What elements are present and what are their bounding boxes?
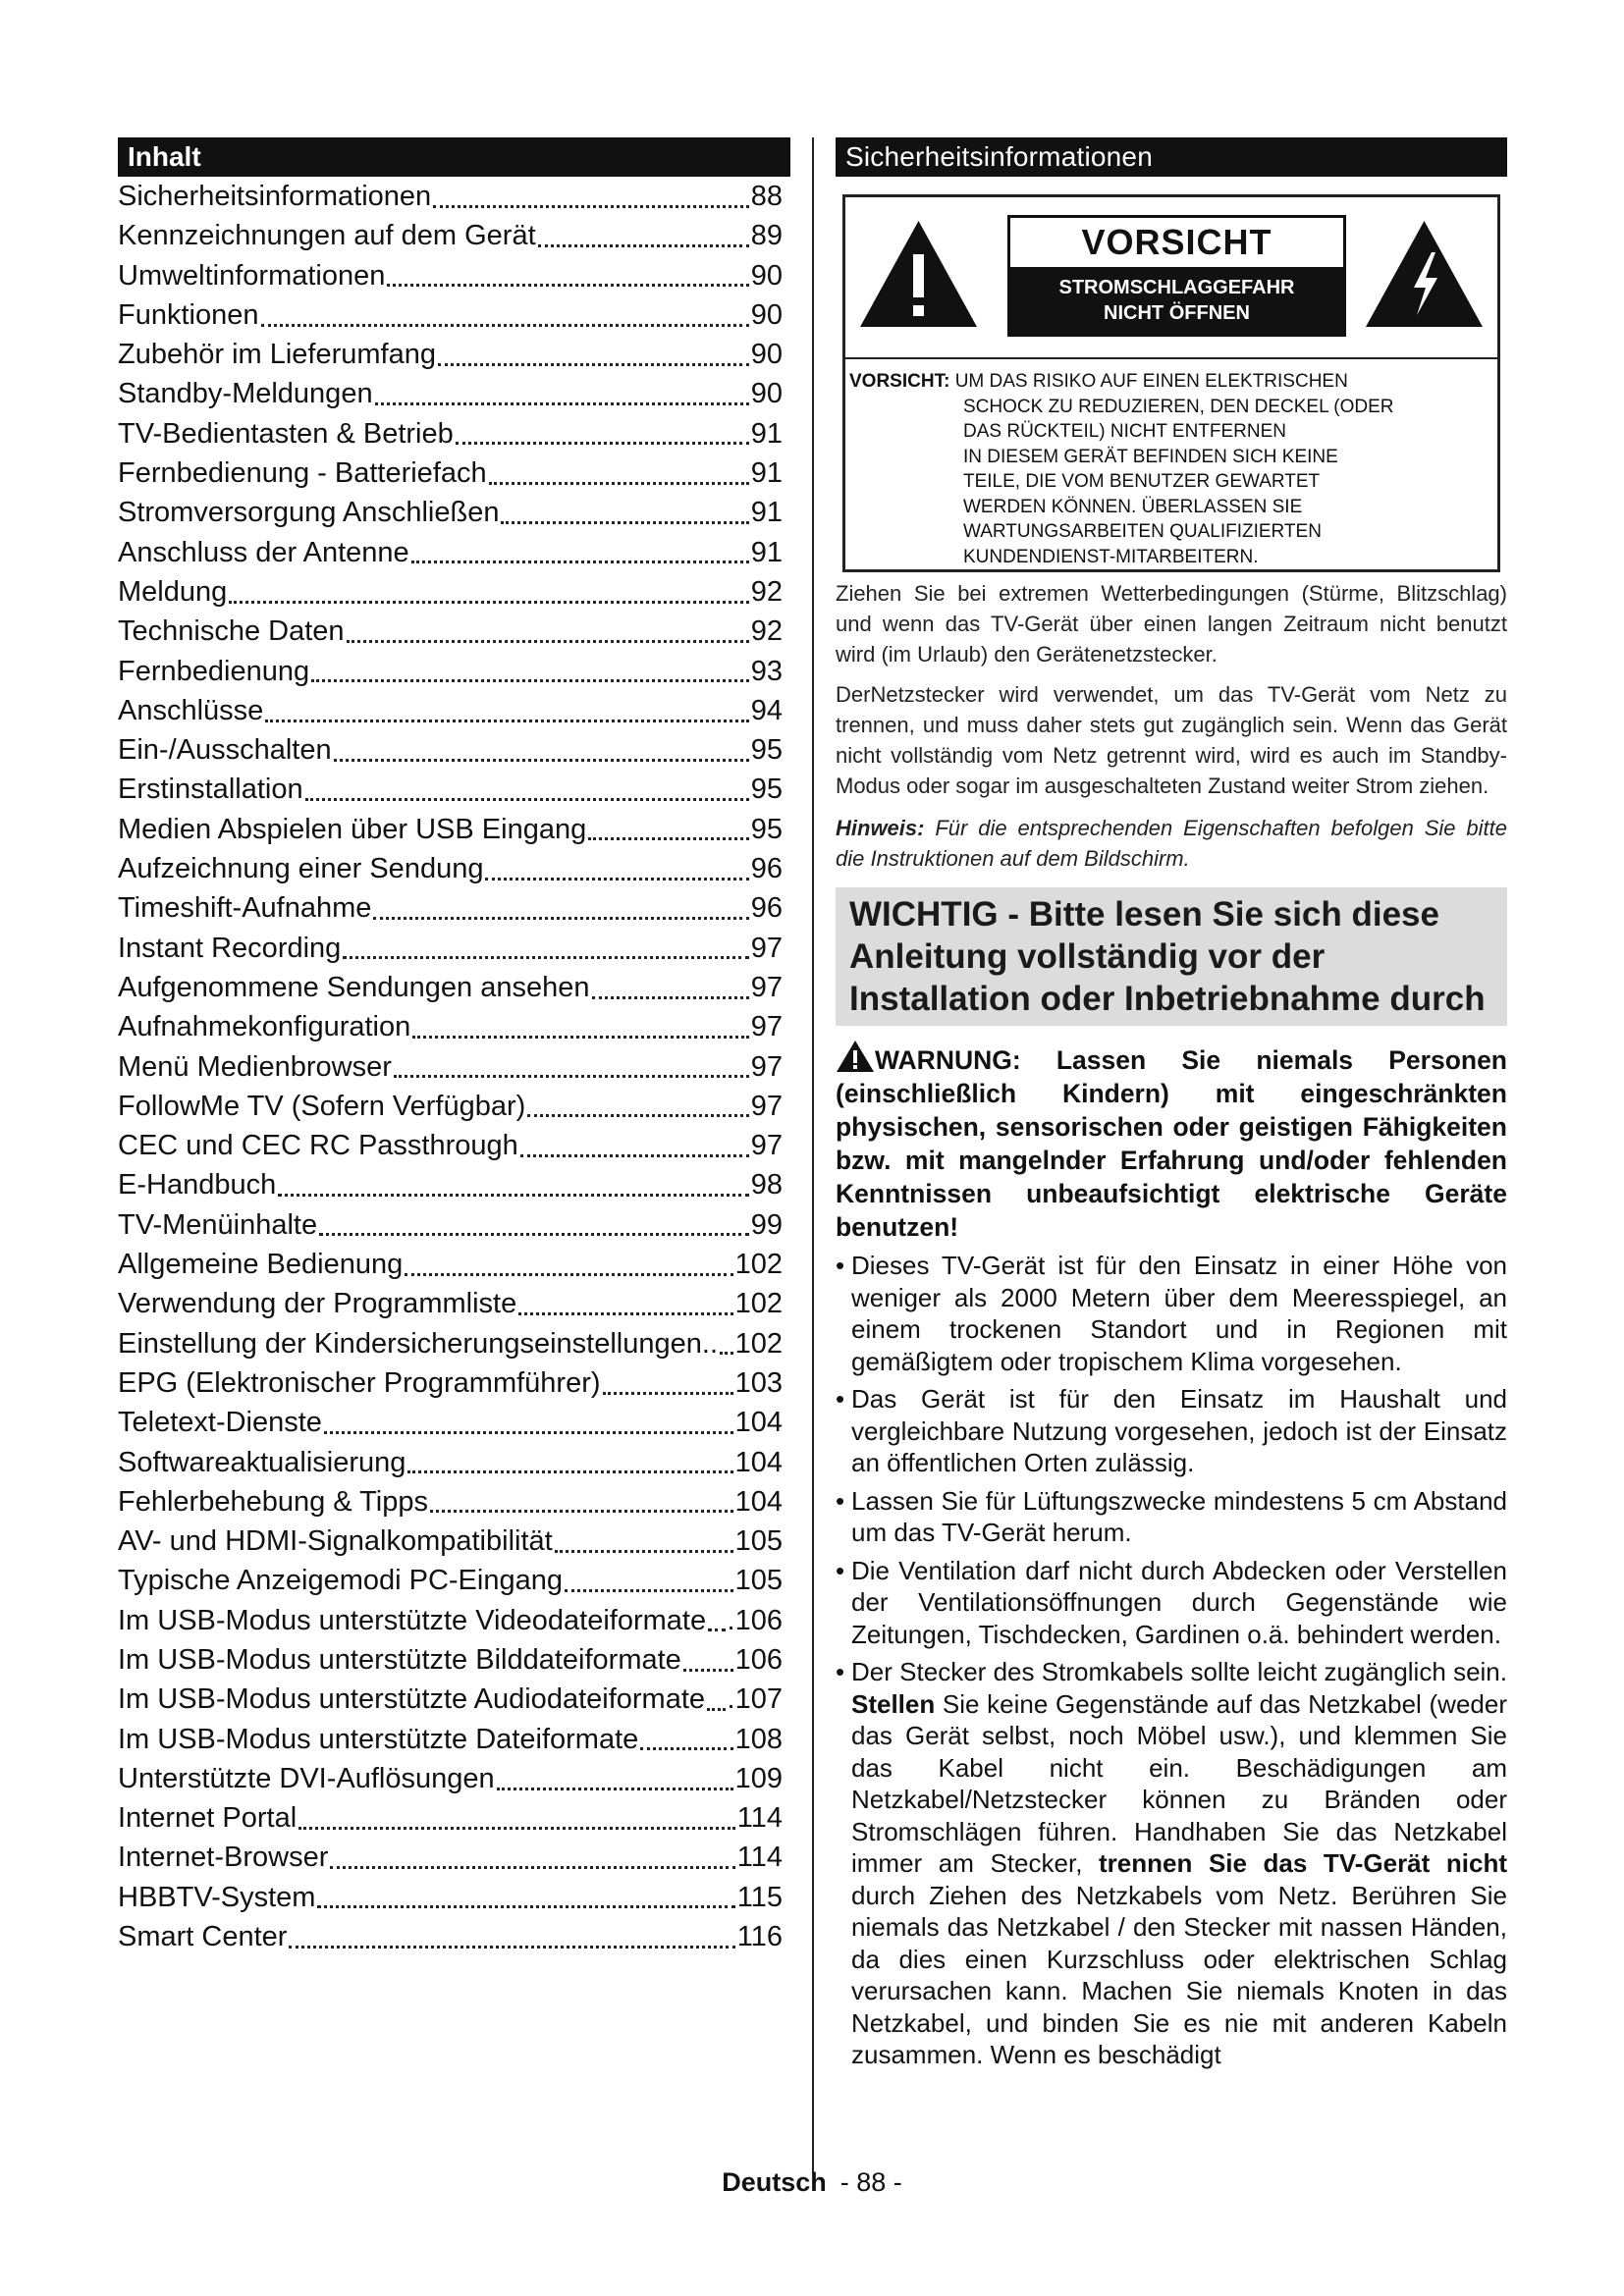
toc-entry-page: 91	[750, 497, 783, 529]
toc-entry-page: 102	[734, 1327, 783, 1360]
toc-entry-label: Aufzeichnung einer Sendung	[118, 853, 484, 885]
toc-entry[interactable]	[118, 177, 790, 216]
toc-entry[interactable]	[118, 888, 790, 928]
toc-entry[interactable]	[118, 1601, 790, 1640]
toc-leader-dots	[411, 561, 749, 563]
toc-entry-page: 106	[734, 1643, 783, 1676]
toc-leader-dots	[555, 1550, 733, 1553]
toc-entry[interactable]	[118, 454, 790, 493]
toc-entry-page: 103	[734, 1366, 783, 1399]
toc-leader-dots	[305, 798, 749, 801]
toc-leader-dots	[430, 1510, 733, 1513]
toc-entry[interactable]	[118, 929, 790, 968]
toc-entry[interactable]	[118, 770, 790, 809]
warning-text: WARNUNG: Lassen Sie niemals Personen (einschließlich Kindern) mit eingeschränkten physischen, sensorischen oder geistigen Fähigkeiten bzw. mit mangelnder Erfahrung und/oder fehlenden Kenntnissen unbeaufsichtigt elektrische Geräte benutzen!	[836, 1045, 1507, 1242]
toc-entry[interactable]	[118, 216, 790, 255]
toc-entry[interactable]	[118, 691, 790, 730]
toc-entry[interactable]	[118, 1759, 790, 1798]
toc-leader-dots	[497, 1788, 733, 1790]
toc-entry-label: Im USB-Modus unterstützte Audiodateiformate	[118, 1683, 706, 1716]
toc-entry-page: 92	[750, 575, 783, 608]
caution-box	[842, 194, 1500, 572]
toc-leader-dots	[412, 1036, 748, 1039]
toc-leader-dots	[324, 1431, 733, 1434]
toc-entry-label: Anschlüsse	[118, 694, 264, 726]
toc-leader-dots	[317, 1905, 734, 1908]
toc-entry-label: Sicherheitsinformationen	[118, 181, 432, 212]
toc-entry-label: Internet Portal	[118, 1802, 298, 1835]
list-item: • Die Ventilation darf nicht durch Abdecken oder Verstellen der Ventilationsöffnungen durch Gegenstände wie Zeitungen, Tischdecken, Gardinen o.ä. behindert werden.	[836, 1555, 1507, 1651]
caution-sub-line-2: NICHT ÖFFNEN	[1104, 302, 1250, 324]
toc-entry-page: 89	[750, 220, 783, 252]
toc-entry-page: 97	[750, 932, 783, 964]
toc-leader-dots	[708, 1629, 725, 1631]
toc-entry[interactable]	[118, 1284, 790, 1323]
toc-leader-dots	[456, 442, 749, 445]
toc-entry-label: Erstinstallation	[118, 774, 303, 806]
toc-leader-dots	[707, 1708, 726, 1711]
toc-entry-label: Fehlerbehebung & Tipps	[118, 1485, 428, 1518]
toc-entry[interactable]	[118, 1878, 790, 1917]
toc-entry[interactable]	[118, 612, 790, 651]
toc-entry-page: 95	[750, 734, 783, 767]
toc-entry-label: Zubehör im Lieferumfang	[118, 339, 436, 371]
toc-entry-label: Allgemeine Bedienung	[118, 1249, 404, 1281]
toc-entry-page: 90	[750, 339, 783, 371]
safety-section	[836, 137, 1507, 2077]
toc-entry-label: CEC und CEC RC Passthrough	[118, 1130, 518, 1162]
toc-entry-label: Aufnahmekonfiguration	[118, 1011, 411, 1043]
toc-leader-dots	[405, 1273, 732, 1276]
toc-entry-label: Fernbedienung	[118, 655, 310, 687]
toc-entry-page: 105	[734, 1525, 783, 1558]
toc-entry-label: Menü Medienbrowser	[118, 1050, 392, 1083]
toc-leader-dots	[347, 640, 749, 643]
toc-leader-dots	[489, 482, 749, 485]
toc-leader-dots	[538, 244, 749, 247]
footer-language: Deutsch	[722, 2167, 827, 2197]
toc-leader-dots	[720, 1352, 733, 1355]
toc-entry-label: Timeshift-Aufnahme	[118, 892, 372, 925]
toc-leader-dots	[588, 837, 749, 840]
toc-leader-dots	[683, 1669, 733, 1672]
toc-leader-dots	[334, 759, 749, 762]
note-text: Für die entsprechenden Eigenschaften befolgen Sie bitte die Instruktionen auf dem Bildschirm.	[836, 816, 1507, 871]
caution-line: TEILE, DIE VOM BENUTZER GEWARTET	[963, 471, 1321, 492]
toc-entry-label: Teletext-Dienste	[118, 1407, 322, 1439]
bullet5-text: Sie keine Gegenstände auf das Netzkabel (weder das Gerät selbst, noch Möbel usw.), und klemmen Sie das Kabel nicht ein. Beschädigungen am Netzkabel/Netzstecker können zu Bränden oder Stromschlägen führen. Handhaben Sie das Netzkabel immer am Stecker,	[851, 1688, 1507, 1878]
toc-entry[interactable]	[118, 1363, 790, 1403]
toc-leader-dots	[520, 1154, 749, 1157]
toc-leader-dots	[373, 917, 748, 920]
toc-entry-label: Einstellung der Kindersicherungseinstellungen..	[118, 1327, 718, 1360]
toc-entry[interactable]	[118, 1126, 790, 1165]
toc-entry-page: 98	[750, 1169, 783, 1201]
toc-entry[interactable]	[118, 1838, 790, 1877]
toc-entry[interactable]	[118, 1205, 790, 1245]
toc-entry-page: 90	[750, 378, 783, 410]
toc-leader-dots	[640, 1747, 732, 1750]
toc-entry-page: 115	[736, 1881, 783, 1913]
toc-leader-dots	[265, 720, 748, 722]
toc-entry[interactable]	[118, 1561, 790, 1600]
toc-entry[interactable]	[118, 730, 790, 770]
toc-entry-label: Verwendung der Programmliste	[118, 1288, 517, 1320]
caution-text	[845, 359, 1497, 569]
toc-entry-page: 104	[734, 1446, 783, 1478]
caution-line: KUNDENDIENST-MITARBEITERN.	[963, 546, 1259, 567]
bullet5-bold: Stellen	[851, 1688, 936, 1719]
list-item: • Das Gerät ist für den Einsatz im Haushalt und vergleichbare Nutzung vorgesehen, jedoch ist der Einsatz an öffentlichen Orten zulässig.	[836, 1383, 1507, 1479]
toc-entry-label: Stromversorgung Anschließen	[118, 497, 500, 529]
toc-leader-dots	[592, 996, 749, 999]
toc-entry-page: 114	[736, 1842, 783, 1874]
toc-entry[interactable]	[118, 256, 790, 295]
toc-entry[interactable]	[118, 1917, 790, 1956]
toc-entry-label: Medien Abspielen über USB Eingang	[118, 813, 587, 845]
toc-leader-dots	[343, 956, 748, 959]
toc-entry[interactable]	[118, 849, 790, 888]
page-footer	[0, 2167, 1624, 2198]
toc-entry-label: TV-Menüinhalte	[118, 1208, 318, 1241]
toc-entry-label: Kennzeichnungen auf dem Gerät	[118, 220, 536, 252]
toc-entry-page: 109	[734, 1762, 783, 1794]
toc-list	[118, 177, 790, 1956]
toc-leader-dots	[330, 1866, 734, 1869]
list-item: • Dieses TV-Gerät ist für den Einsatz in einer Höhe von weniger als 2000 Metern über dem Meeresspiegel, an einem trockenen Standort und in Regionen mit gemäßigtem oder tropischem Klima vorgesehen.	[836, 1250, 1507, 1377]
toc-entry[interactable]	[118, 1047, 790, 1087]
toc-leader-dots	[501, 521, 748, 524]
caution-line: IN DIESEM GERÄT BEFINDEN SICH KEINE	[963, 446, 1338, 467]
toc-leader-dots	[375, 402, 749, 405]
toc-leader-dots	[261, 324, 749, 327]
toc-entry[interactable]	[118, 1720, 790, 1759]
toc-entry-label: Unterstützte DVI-Auflösungen	[118, 1762, 495, 1794]
toc-entry-page: 95	[750, 774, 783, 806]
caution-line: WERDEN KÖNNEN. ÜBERLASSEN SIE	[963, 496, 1303, 517]
toc-entry-label: Im USB-Modus unterstützte Videodateiformate	[118, 1604, 707, 1636]
toc-entry-label: Softwareaktualisierung	[118, 1446, 406, 1478]
toc-entry-label: EPG (Elektronischer Programmführer)	[118, 1366, 601, 1399]
toc-entry-page: 97	[750, 1011, 783, 1043]
toc-entry-label: Anschluss der Antenne	[118, 536, 409, 568]
toc-entry-label: Meldung	[118, 575, 228, 608]
toc-entry[interactable]	[118, 1640, 790, 1680]
mains-plug-paragraph: DerNetzstecker wird verwendet, um das TV-Gerät vom Netz zu trennen, und muss daher stets gut zugänglich sein. Wenn das Gerät nicht vollständig vom Netz getrennt wird, wird es auch im Standby-Modus oder sogar im ausgeschalteten Zustand weiter Strom ziehen.	[836, 682, 1507, 798]
toc-entry-page: 90	[750, 259, 783, 292]
toc-entry-label: Umweltinformationen	[118, 259, 386, 292]
toc-entry[interactable]	[118, 1165, 790, 1204]
toc-leader-dots	[278, 1194, 749, 1197]
toc-entry-label: Im USB-Modus unterstützte Bilddateiformate	[118, 1643, 681, 1676]
toc-leader-dots	[433, 205, 749, 208]
caution-line: DAS RÜCKTEIL) NICHT ENTFERNEN	[963, 421, 1287, 442]
toc-entry[interactable]	[118, 1403, 790, 1442]
toc-entry-page: 104	[734, 1407, 783, 1439]
toc-entry[interactable]	[118, 652, 790, 691]
toc-entry[interactable]	[118, 1007, 790, 1046]
caution-subtitle	[1010, 267, 1343, 334]
toc-leader-dots	[229, 601, 748, 604]
list-item: • Lassen Sie für Lüftungszwecke mindestens 5 cm Abstand um das TV-Gerät herum.	[836, 1485, 1507, 1549]
toc-entry[interactable]	[118, 1522, 790, 1561]
toc-entry-page: 114	[736, 1802, 783, 1835]
important-notice: WICHTIG - Bitte lesen Sie sich diese Anleitung vollständig vor der Installation oder Inbetriebnahme durch	[836, 887, 1507, 1026]
toc-leader-dots	[311, 679, 749, 682]
toc-entry-page: 97	[750, 1090, 783, 1122]
bullet5-text: durch Ziehen des Netzkabels vom Netz. Berühren Sie niemals das Netzkabel / den Stecker mit nassen Händen, da dies einen Kurzschluss oder elektrischen Schlag verursachen kann. Machen Sie niemals Knoten in das Netzkabel, und binden Sie es nie mit anderen Kabeln zusammen. Wenn es beschädigt	[851, 1880, 1507, 2069]
caution-label-frame	[1007, 215, 1346, 337]
toc-entry-page: 105	[734, 1565, 783, 1597]
toc-entry-page: .106	[727, 1604, 783, 1636]
caution-header	[845, 197, 1497, 359]
toc-entry[interactable]	[118, 335, 790, 374]
toc-leader-dots	[603, 1392, 733, 1395]
toc-entry-label: Internet-Browser	[118, 1842, 329, 1874]
toc-entry-page: 102	[734, 1288, 783, 1320]
toc-leader-dots	[387, 284, 748, 287]
toc-entry-label: HBBTV-System	[118, 1881, 316, 1913]
toc-entry-label: TV-Bedientasten & Betrieb	[118, 417, 454, 450]
toc-leader-dots	[289, 1946, 734, 1949]
toc-entry-label: Fernbedienung - Batteriefach	[118, 457, 487, 490]
toc-entry-page: 108	[734, 1723, 783, 1755]
toc-entry-page: 95	[750, 813, 783, 845]
toc-entry-label: FollowMe TV (Sofern Verfügbar)	[118, 1090, 526, 1122]
toc-entry-label: Standby-Meldungen	[118, 378, 373, 410]
bullet5-text: Der Stecker des Stromkabels sollte leicht zugänglich sein.	[851, 1657, 1507, 1686]
toc-entry-label: Technische Daten	[118, 615, 345, 648]
caution-line: UM DAS RISIKO AUF EINEN ELEKTRISCHEN	[954, 371, 1348, 392]
toc-entry[interactable]	[118, 968, 790, 1007]
toc-entry-page: 91	[750, 417, 783, 450]
toc-leader-dots	[485, 878, 748, 881]
toc-leader-dots	[565, 1589, 733, 1592]
toc-entry[interactable]	[118, 374, 790, 413]
toc-entry[interactable]	[118, 1245, 790, 1284]
toc-leader-dots	[438, 363, 749, 366]
toc-entry-page: 88	[750, 181, 783, 212]
toc-entry-page: 96	[750, 853, 783, 885]
caution-line: SCHOCK ZU REDUZIEREN, DEN DECKEL (ODER	[963, 396, 1394, 417]
warning-paragraph	[836, 1040, 1507, 1244]
toc-entry[interactable]	[118, 1482, 790, 1522]
unplug-paragraph: Ziehen Sie bei extremen Wetterbedingungen (Stürme, Blitzschlag) und wenn das TV-Gerät über einen langen Zeitraum nicht benutzt wird (im Urlaub) den Gerätenetzstecker.	[836, 581, 1507, 667]
caution-text-label: VORSICHT:	[849, 371, 950, 392]
toc-entry-label: Smart Center	[118, 1921, 288, 1953]
toc-leader-dots	[298, 1827, 735, 1830]
toc-entry-page: 97	[750, 1130, 783, 1162]
toc-entry[interactable]	[118, 1680, 790, 1719]
toc-leader-dots	[407, 1470, 732, 1473]
safety-bullets	[836, 1250, 1507, 2071]
toc-entry-label: Im USB-Modus unterstützte Dateiformate	[118, 1723, 639, 1755]
toc-entry[interactable]	[118, 295, 790, 335]
toc-entry-page: 94	[750, 694, 783, 726]
toc-entry-page: 91	[750, 457, 783, 490]
note-label: Hinweis:	[836, 816, 925, 840]
note-paragraph	[836, 813, 1507, 874]
toc-entry-page: 90	[750, 298, 783, 331]
toc-entry-label: Ein-/Ausschalten	[118, 734, 332, 767]
toc-entry[interactable]	[118, 1087, 790, 1126]
toc-entry-page: 116	[736, 1921, 783, 1953]
toc-entry-page: 91	[750, 536, 783, 568]
toc-entry-page: 96	[750, 892, 783, 925]
warning-triangle-icon	[836, 1040, 875, 1073]
lightning-warning-icon	[1363, 217, 1486, 330]
column-divider	[812, 137, 814, 2174]
toc-entry-label: AV- und HDMI-Signalkompatibilität	[118, 1525, 553, 1558]
toc-leader-dots	[394, 1075, 749, 1078]
toc-entry-label: Typische Anzeigemodi PC-Eingang	[118, 1565, 563, 1597]
toc-leader-dots	[319, 1233, 749, 1236]
toc-heading: Inhalt	[118, 137, 790, 177]
toc-entry-page: 104	[734, 1485, 783, 1518]
exclamation-warning-icon	[857, 217, 980, 330]
caution-sub-line-1: STROMSCHLAGGEFAHR	[1058, 277, 1295, 298]
toc-entry[interactable]	[118, 1443, 790, 1482]
toc-entry[interactable]	[118, 1324, 790, 1363]
caution-title: VORSICHT	[1081, 222, 1272, 262]
toc-entry-label: Instant Recording	[118, 932, 342, 964]
toc-entry-label: Aufgenommene Sendungen ansehen	[118, 971, 590, 1003]
toc-entry-page: 92	[750, 615, 783, 648]
toc-leader-dots	[518, 1312, 732, 1315]
toc-entry[interactable]	[118, 810, 790, 849]
table-of-contents	[118, 137, 790, 1956]
bullet5-bold: trennen Sie das TV-Gerät nicht	[1099, 1848, 1507, 1878]
toc-leader-dots	[527, 1114, 748, 1117]
toc-entry-label: Funktionen	[118, 298, 259, 331]
toc-entry[interactable]	[118, 414, 790, 454]
caution-line: WARTUNGSARBEITEN QUALIFIZIERTEN	[963, 521, 1322, 542]
toc-entry-page: 93	[750, 655, 783, 687]
toc-entry-page: 102	[734, 1249, 783, 1281]
toc-entry-page: 97	[750, 1050, 783, 1083]
toc-entry-page: 99	[750, 1208, 783, 1241]
toc-entry[interactable]	[118, 1798, 790, 1838]
toc-entry-page: .107	[727, 1683, 783, 1716]
toc-entry-label: E-Handbuch	[118, 1169, 277, 1201]
toc-entry[interactable]	[118, 493, 790, 532]
toc-entry[interactable]	[118, 572, 790, 612]
toc-entry[interactable]	[118, 533, 790, 572]
toc-entry-page: 97	[750, 971, 783, 1003]
safety-heading: Sicherheitsinformationen	[836, 137, 1507, 177]
page-number: - 88 -	[839, 2167, 902, 2197]
list-item	[836, 1656, 1507, 2071]
